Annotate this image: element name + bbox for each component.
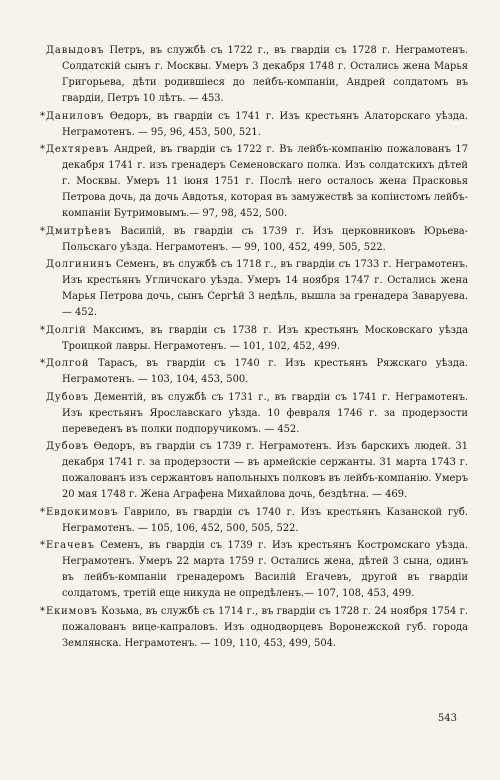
entry-text: Максимъ, въ гвардіи съ 1738 г. Изъ крестьянъ Московскаго уѣзда Троицкой лавры. Неграмотенъ. — 101, 102, 452, 499. — [62, 324, 468, 352]
asterisk-mark: * — [40, 144, 45, 155]
list-item — [30, 257, 468, 321]
entry-text: Семенъ, въ гвардіи съ 1739 г. Изъ крестьянъ Костромскаго уѣзда. Неграмотенъ. Умеръ 22 марта 1759 г. Остались жена, дѣтей 3 сына, одинъ въ лейбъ-компаніи гренадеромъ Василій Егачевъ, другой въ гвардіи солдатомъ, третій еще никуда не опредѣленъ.— 107, 108, 453, 499. — [62, 540, 468, 599]
entry-text: Андрей, въ гвардіи съ 1722 г. Въ лейбъ-компанію пожалованъ 17 декабря 1741 г. изъ гренадеръ Семеновскаго полка. Изъ солдатскихъ дѣтей г. Москвы. Умеръ 11 іюня 1751 г. Послѣ него осталось жена Прасковья Петрова дочь, да дочь Авдотья, которая въ замужествѣ за копіистомъ лейбъ-компаніи Бутримовымъ.— 97, 98, 452, 500. — [62, 144, 468, 219]
list-item — [30, 538, 468, 602]
list-item — [30, 142, 468, 222]
entry-text: Ѳедоръ, въ гвардіи съ 1741 г. Изъ крестьянъ Алаторскаго уѣзда. Неграмотенъ. — 95, 96, 453, 500, 521. — [62, 110, 468, 138]
list-item — [30, 390, 468, 438]
asterisk-mark: * — [40, 540, 45, 551]
entry-surname: Дубовъ — [46, 441, 89, 452]
entry-text: Тарасъ, въ гвардіи съ 1740 г. Изъ крестьянъ Ряжскаго уѣзда. Неграмотенъ. — 103, 104, 453, 500. — [62, 358, 468, 385]
list-item — [30, 323, 468, 355]
entry-surname: Дехтяревъ — [46, 144, 110, 155]
asterisk-mark: * — [40, 324, 45, 336]
entry-surname: Долгининъ — [46, 259, 113, 270]
asterisk-mark: * — [40, 506, 45, 518]
entry-surname: Даниловъ — [46, 110, 105, 122]
list-item — [30, 439, 468, 503]
asterisk-mark: * — [40, 358, 45, 369]
asterisk-mark: * — [40, 605, 45, 617]
entry-surname: Евдокимовъ — [46, 506, 119, 518]
entry-surname: Дубовъ — [46, 391, 89, 403]
entry-list — [30, 43, 468, 653]
entry-text: Василій, въ гвардіи съ 1739 г. Изъ церковниковъ Юрьева-Польскаго уѣзда. Неграмотенъ. — 99, 100, 452, 499, 505, 522. — [62, 225, 468, 253]
entry-surname: Давыдовъ — [46, 45, 105, 56]
entry-text: Петръ, въ службѣ съ 1722 г., въ гвардіи съ 1728 г. Неграмотенъ. Солдатскій сынъ г. Москвы. Умеръ 3 декабря 1748 г. Остались жена Марья Григорьева, дѣти родившіеся до лейбъ-компаніи, Андрей солдатомъ въ гвардіи, Петръ 10 лѣтъ. — 453. — [62, 45, 468, 104]
entry-text: Дементій, въ службѣ съ 1731 г., въ гвардіи съ 1741 г. Неграмотенъ. Изъ крестьянъ Ярославскаго уѣзда. 10 февраля 1746 г. за продерзости переведенъ въ полки подпоручикомъ. — 452. — [62, 391, 468, 435]
list-item — [30, 356, 468, 388]
asterisk-mark: * — [40, 110, 45, 122]
list-item — [30, 43, 468, 107]
entry-text: Ѳедоръ, въ гвардіи съ 1739 г. Неграмотенъ. Изъ барскихъ людей. 31 декабря 1741 г. за продерзости — въ армейскіе сержанты. 31 марта 1743 г. пожалованъ изъ сержантовъ напольныхъ полковъ въ лейбъ-компанію. Умеръ 20 мая 1748 г. Жена Аграфена Михайлова дочь, бездѣтна. — 469. — [62, 441, 468, 500]
entry-surname: Дмитрѣевъ — [46, 225, 112, 237]
entry-surname: Долгой — [46, 358, 90, 369]
asterisk-mark: * — [40, 225, 45, 237]
list-item — [30, 604, 468, 652]
entry-text: Козьма, въ службѣ съ 1714 г., въ гвардіи съ 1728 г. 24 ноября 1754 г. пожалованъ вице-капраловъ. Изъ однодворцевъ Воронежской губ. города Землянска. Неграмотенъ. — 109, 110, 453, 499, 504. — [62, 605, 468, 649]
entry-text: Семенъ, въ службѣ съ 1718 г., въ гвардіи съ 1733 г. Неграмотенъ. Изъ крестьянъ Угличскаго уѣзда. Умеръ 14 ноября 1747 г. Остались жена Марья Петрова дочь, сынъ Сергѣй 3 недѣль, вышла за гренадера Заваруева. — 452. — [62, 259, 468, 318]
list-item — [30, 109, 468, 141]
list-item — [30, 224, 468, 256]
entry-surname: Егачевъ — [46, 540, 95, 551]
entry-surname: Долгій — [46, 324, 87, 336]
page-number: 543 — [437, 713, 457, 724]
entry-text: Гаврило, въ гвардіи съ 1740 г. Изъ крестьянъ Казанской губ. Неграмотенъ. — 105, 106, 452, 500, 505, 522. — [62, 506, 468, 534]
list-item — [30, 505, 468, 537]
entry-surname: Екимовъ — [46, 605, 98, 617]
